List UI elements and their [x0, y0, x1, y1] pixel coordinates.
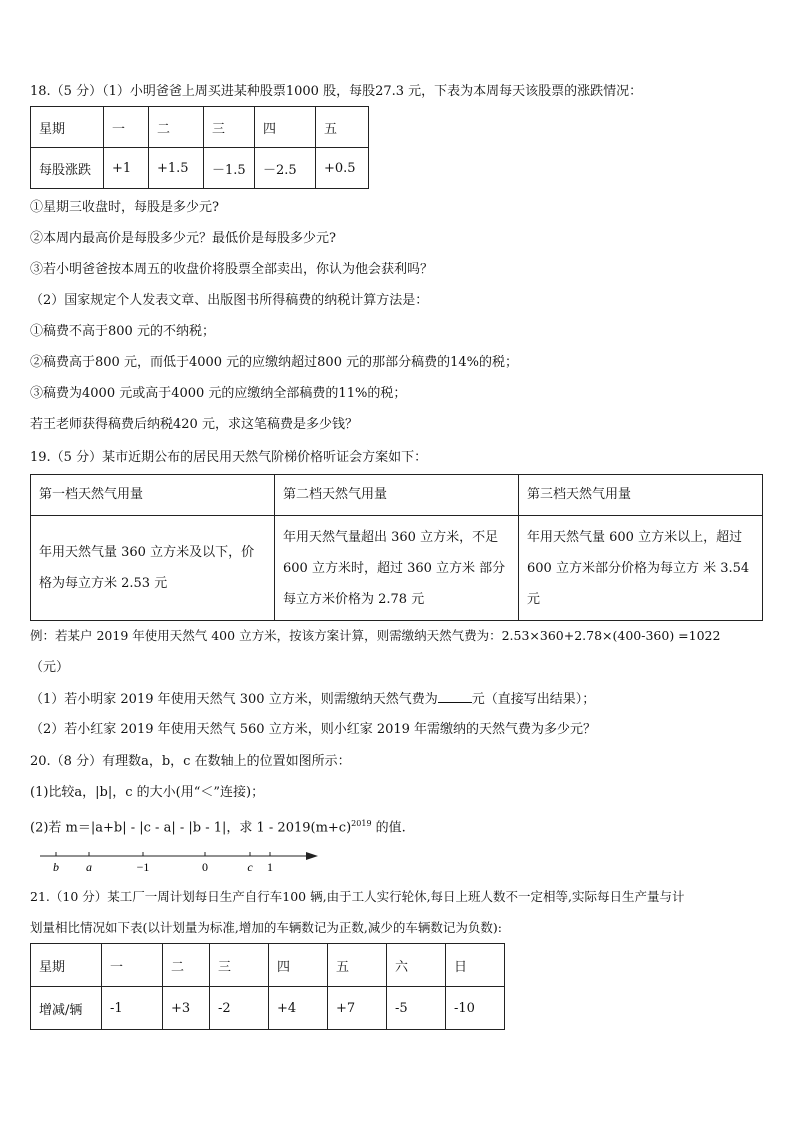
label-a: a [86, 860, 92, 874]
table-cell: －2.5 [255, 148, 316, 189]
q19-gas-price-table [30, 474, 763, 621]
q18-part2: （2）国家规定个人发表文章、出版图书所得稿费的纳税计算方法是： [30, 293, 429, 308]
q18-sub3: ③若小明爸爸按本周五的收盘价将股票全部卖出，你认为他会获利吗？ [30, 262, 434, 277]
label-c: c [247, 860, 253, 874]
number-line-arrow [306, 852, 318, 860]
table-cell: 年用天然气量 360 立方米及以下，价格为每立方米 2.53 元 [31, 516, 275, 621]
table-cell: 每股涨跌 [31, 148, 104, 189]
answer-blank[interactable] [438, 690, 472, 703]
table-row [31, 475, 763, 516]
q18-stock-table [30, 106, 369, 189]
q20-sub1: (1)比较a，|b|，c 的大小(用“＜”连接)； [30, 785, 265, 800]
q18-rule2: ②稿费高于800 元，而低于4000 元的应缴纳超过800 元的那部分稿费的14%的税； [30, 355, 519, 370]
exponent: 2019 [351, 819, 372, 828]
label-neg1: −1 [136, 860, 150, 874]
table-row [31, 148, 369, 189]
table-cell: 五 [316, 107, 369, 148]
q18-sub2: ②本周内最高价是每股多少元？最低价是每股多少元? [30, 231, 336, 246]
q21-production-table [30, 943, 505, 1030]
table-cell: -1 [102, 987, 163, 1030]
table-cell: +4 [269, 987, 328, 1030]
label-1: 1 [267, 860, 273, 874]
q18-rule1: ①稿费不高于800 元的不纳税； [30, 324, 215, 339]
table-cell: 三 [210, 944, 269, 987]
q20-sub2 [30, 815, 406, 837]
q19-sub2: （2）若小红家 2019 年使用天然气 560 立方米，则小红家 2019 年需缴纳的天然气费为多少元？ [30, 722, 597, 737]
table-cell: +7 [328, 987, 387, 1030]
table-row [31, 516, 763, 621]
table-cell: 四 [255, 107, 316, 148]
q19-example-line1: 例：若某户 2019 年使用天然气 400 立方米，按该方案计算，则需缴纳天然气费为：2.53×360+2.78×(400-360) =1022 [30, 628, 721, 643]
number-line [38, 846, 328, 876]
table-cell: 六 [387, 944, 446, 987]
table-cell: －1.5 [204, 148, 255, 189]
table-cell: 星期 [31, 944, 102, 987]
q21-intro-line2: 划量相比情况如下表(以计划量为标准,增加的车辆数记为正数,减少的车辆数记为负数): [30, 920, 502, 935]
q19-example-line2: （元） [30, 660, 70, 675]
table-cell: 日 [446, 944, 505, 987]
q20-sub2-tail: 的值. [371, 820, 406, 836]
q21-intro-line1: 21.（10 分）某工厂一周计划每日生产自行车100 辆,由于工人实行轮休,每日上班人数不一定相等,实际每日生产量与计 [30, 889, 685, 904]
table-row [31, 944, 505, 987]
table-cell: 五 [328, 944, 387, 987]
table-cell: -5 [387, 987, 446, 1030]
table-cell: 第一档天然气用量 [31, 475, 275, 516]
table-row [31, 987, 505, 1030]
q19-sub1-tail: 元（直接写出结果）； [471, 692, 596, 707]
table-cell: -2 [210, 987, 269, 1030]
table-cell: +1 [104, 148, 149, 189]
label-b: b [53, 860, 59, 874]
table-cell: 星期 [31, 107, 104, 148]
q18-sub1: ①星期三收盘时，每股是多少元? [30, 200, 219, 215]
q19-sub1-text: （1）若小明家 2019 年使用天然气 300 立方米，则需缴纳天然气费为 [30, 692, 438, 707]
q18-question: 若王老师获得稿费后纳税420 元，求这笔稿费是多少钱？ [30, 417, 358, 432]
table-cell: 一 [104, 107, 149, 148]
table-cell: 年用天然气量 600 立方米以上，超过 600 立方米部分价格为每立方 米 3.54 元 [519, 516, 763, 621]
table-cell: 增减/辆 [31, 987, 102, 1030]
table-cell: 一 [102, 944, 163, 987]
label-0: 0 [202, 860, 208, 874]
table-cell: 年用天然气量超出 360 立方米，不足 600 立方米时，超过 360 立方米 部分每立方米价格为 2.78 元 [275, 516, 519, 621]
table-cell: 二 [149, 107, 204, 148]
q20-intro: 20.（8 分）有理数a，b，c 在数轴上的位置如图所示： [30, 754, 351, 769]
table-cell: 第三档天然气用量 [519, 475, 763, 516]
table-row [31, 107, 369, 148]
table-cell: 三 [204, 107, 255, 148]
q20-sub2-text: (2)若 m＝|a+b| - |c - a| - |b - 1|，求 1 - 2019(m+c) [30, 820, 352, 836]
table-cell: +1.5 [149, 148, 204, 189]
table-cell: +3 [163, 987, 210, 1030]
table-cell: 四 [269, 944, 328, 987]
table-cell: -10 [446, 987, 505, 1030]
table-cell: +0.5 [316, 148, 369, 189]
q19-intro: 19.（5 分）某市近期公布的居民用天然气阶梯价格听证会方案如下： [30, 450, 428, 465]
table-cell: 二 [163, 944, 210, 987]
q19-sub1 [30, 690, 595, 709]
table-cell: 第二档天然气用量 [275, 475, 519, 516]
q18-intro: 18.（5 分）（1）小明爸爸上周买进某种股票1000 股，每股27.3 元，下表为本周每天该股票的涨跌情况： [30, 84, 643, 99]
q18-rule3: ③稿费为4000 元或高于4000 元的应缴纳全部稿费的11%的税； [30, 386, 407, 401]
